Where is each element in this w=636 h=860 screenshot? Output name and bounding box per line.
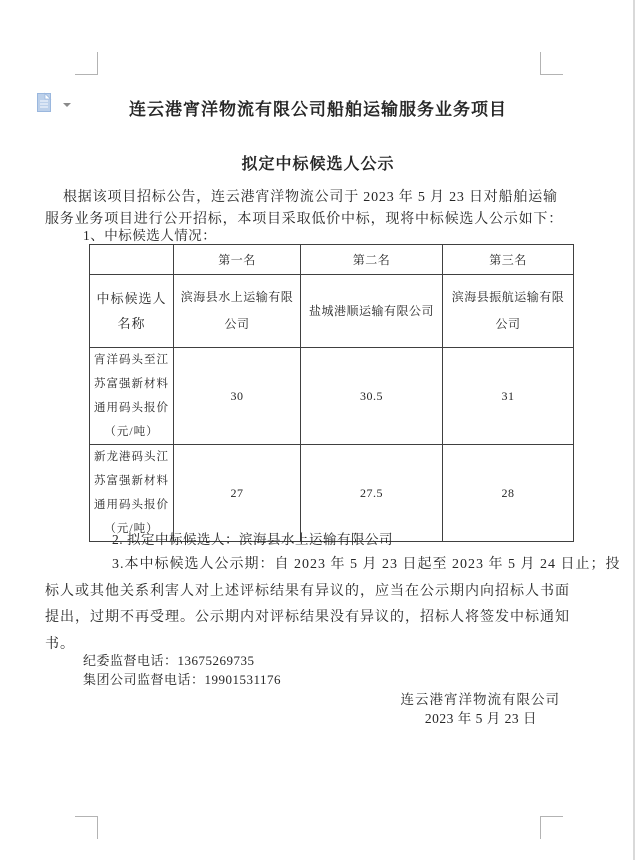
supervision-phone-jiwei: 纪委监督电话：13675269735	[83, 653, 255, 668]
company-line: 盐城港顺运输有限公司	[308, 303, 434, 318]
signature-date: 2023 年 5 月 23 日	[424, 711, 537, 726]
rank-header-1: 第一名	[174, 245, 301, 275]
price-value-cell: 30.5	[301, 348, 443, 445]
document-subtitle: 拟定中标候选人公示	[241, 156, 395, 173]
price-value-cell: 27.5	[301, 445, 443, 542]
candidate-company-3	[443, 275, 574, 348]
section3-line-3: 提出，过期不再受理。公示期内对评标结果没有异议的，招标人将签发中标通知	[45, 610, 570, 625]
intro-line-2: 服务业务项目进行公开招标，本项目采取低价中标，现将中标候选人公示如下：	[45, 211, 563, 227]
rank-header-2: 第二名	[301, 245, 443, 275]
price-value-cell: 31	[443, 348, 574, 445]
bid-candidates-table	[89, 244, 574, 542]
crop-mark-top-right	[540, 52, 563, 75]
label-line: 通用码头报价	[94, 499, 169, 511]
document-title: 连云港宵洋物流有限公司船舶运输服务业务项目	[129, 100, 507, 119]
section2-proposed-winner: 2. 拟定中标候选人：滨海县水上运输有限公司	[112, 532, 393, 547]
company-line: 滨海县振航运输有限	[451, 290, 565, 304]
price-row-xiaoyang-wharf	[90, 348, 574, 445]
label-line: 名称	[117, 316, 146, 331]
rank-header-3: 第三名	[443, 245, 574, 275]
label-line: （元/吨）	[104, 426, 159, 438]
candidate-company-2	[301, 275, 443, 348]
crop-mark-bottom-left	[75, 816, 98, 839]
company-line: 公司	[495, 317, 521, 331]
crop-mark-top-left	[75, 52, 98, 75]
label-line: 通用码头报价	[94, 402, 169, 414]
label-line: 宵洋码头至江	[94, 354, 169, 366]
section3-line-4: 书。	[45, 636, 75, 652]
row-label-candidate-name	[90, 275, 174, 348]
company-line: 滨海县水上运输有限	[180, 290, 294, 304]
label-line: 中标候选人	[96, 291, 167, 306]
section3-line-1: 3.本中标候选人公示期：自 2023 年 5 月 23 日起至 2023 年 5 月 24 日止；投	[112, 557, 621, 572]
price-value-cell: 27	[174, 445, 301, 542]
section3-line-2: 标人或其他关系利害人对上述评标结果有异议的，应当在公示期内向招标人书面	[45, 583, 570, 599]
company-line: 公司	[224, 317, 250, 331]
signature-company: 连云港宵洋物流有限公司	[400, 692, 560, 707]
label-line: （元/吨）	[104, 523, 159, 535]
candidate-name-row	[90, 275, 574, 348]
supervision-phone-group: 集团公司监督电话：19901531176	[83, 672, 282, 687]
price-value-cell: 30	[174, 348, 301, 445]
table-corner-cell	[90, 245, 174, 275]
row-label-price-2	[90, 445, 174, 542]
window-right-edge	[633, 0, 635, 860]
section1-heading: 1、中标候选人情况：	[83, 228, 217, 243]
label-line: 苏富强新材料	[94, 475, 169, 487]
intro-line-1: 根据该项目招标公告，连云港宵洋物流公司于 2023 年 5 月 23 日对船舶运输	[63, 190, 558, 205]
section3-publicity-period	[45, 552, 621, 658]
price-row-xinlonggang-wharf	[90, 445, 574, 542]
table-header-row	[90, 245, 574, 275]
candidate-company-1	[174, 275, 301, 348]
row-label-price-1	[90, 348, 174, 445]
crop-mark-bottom-right	[540, 816, 563, 839]
price-value-cell: 28	[443, 445, 574, 542]
label-line: 新龙港码头江	[94, 451, 169, 463]
label-line: 苏富强新材料	[94, 378, 169, 390]
